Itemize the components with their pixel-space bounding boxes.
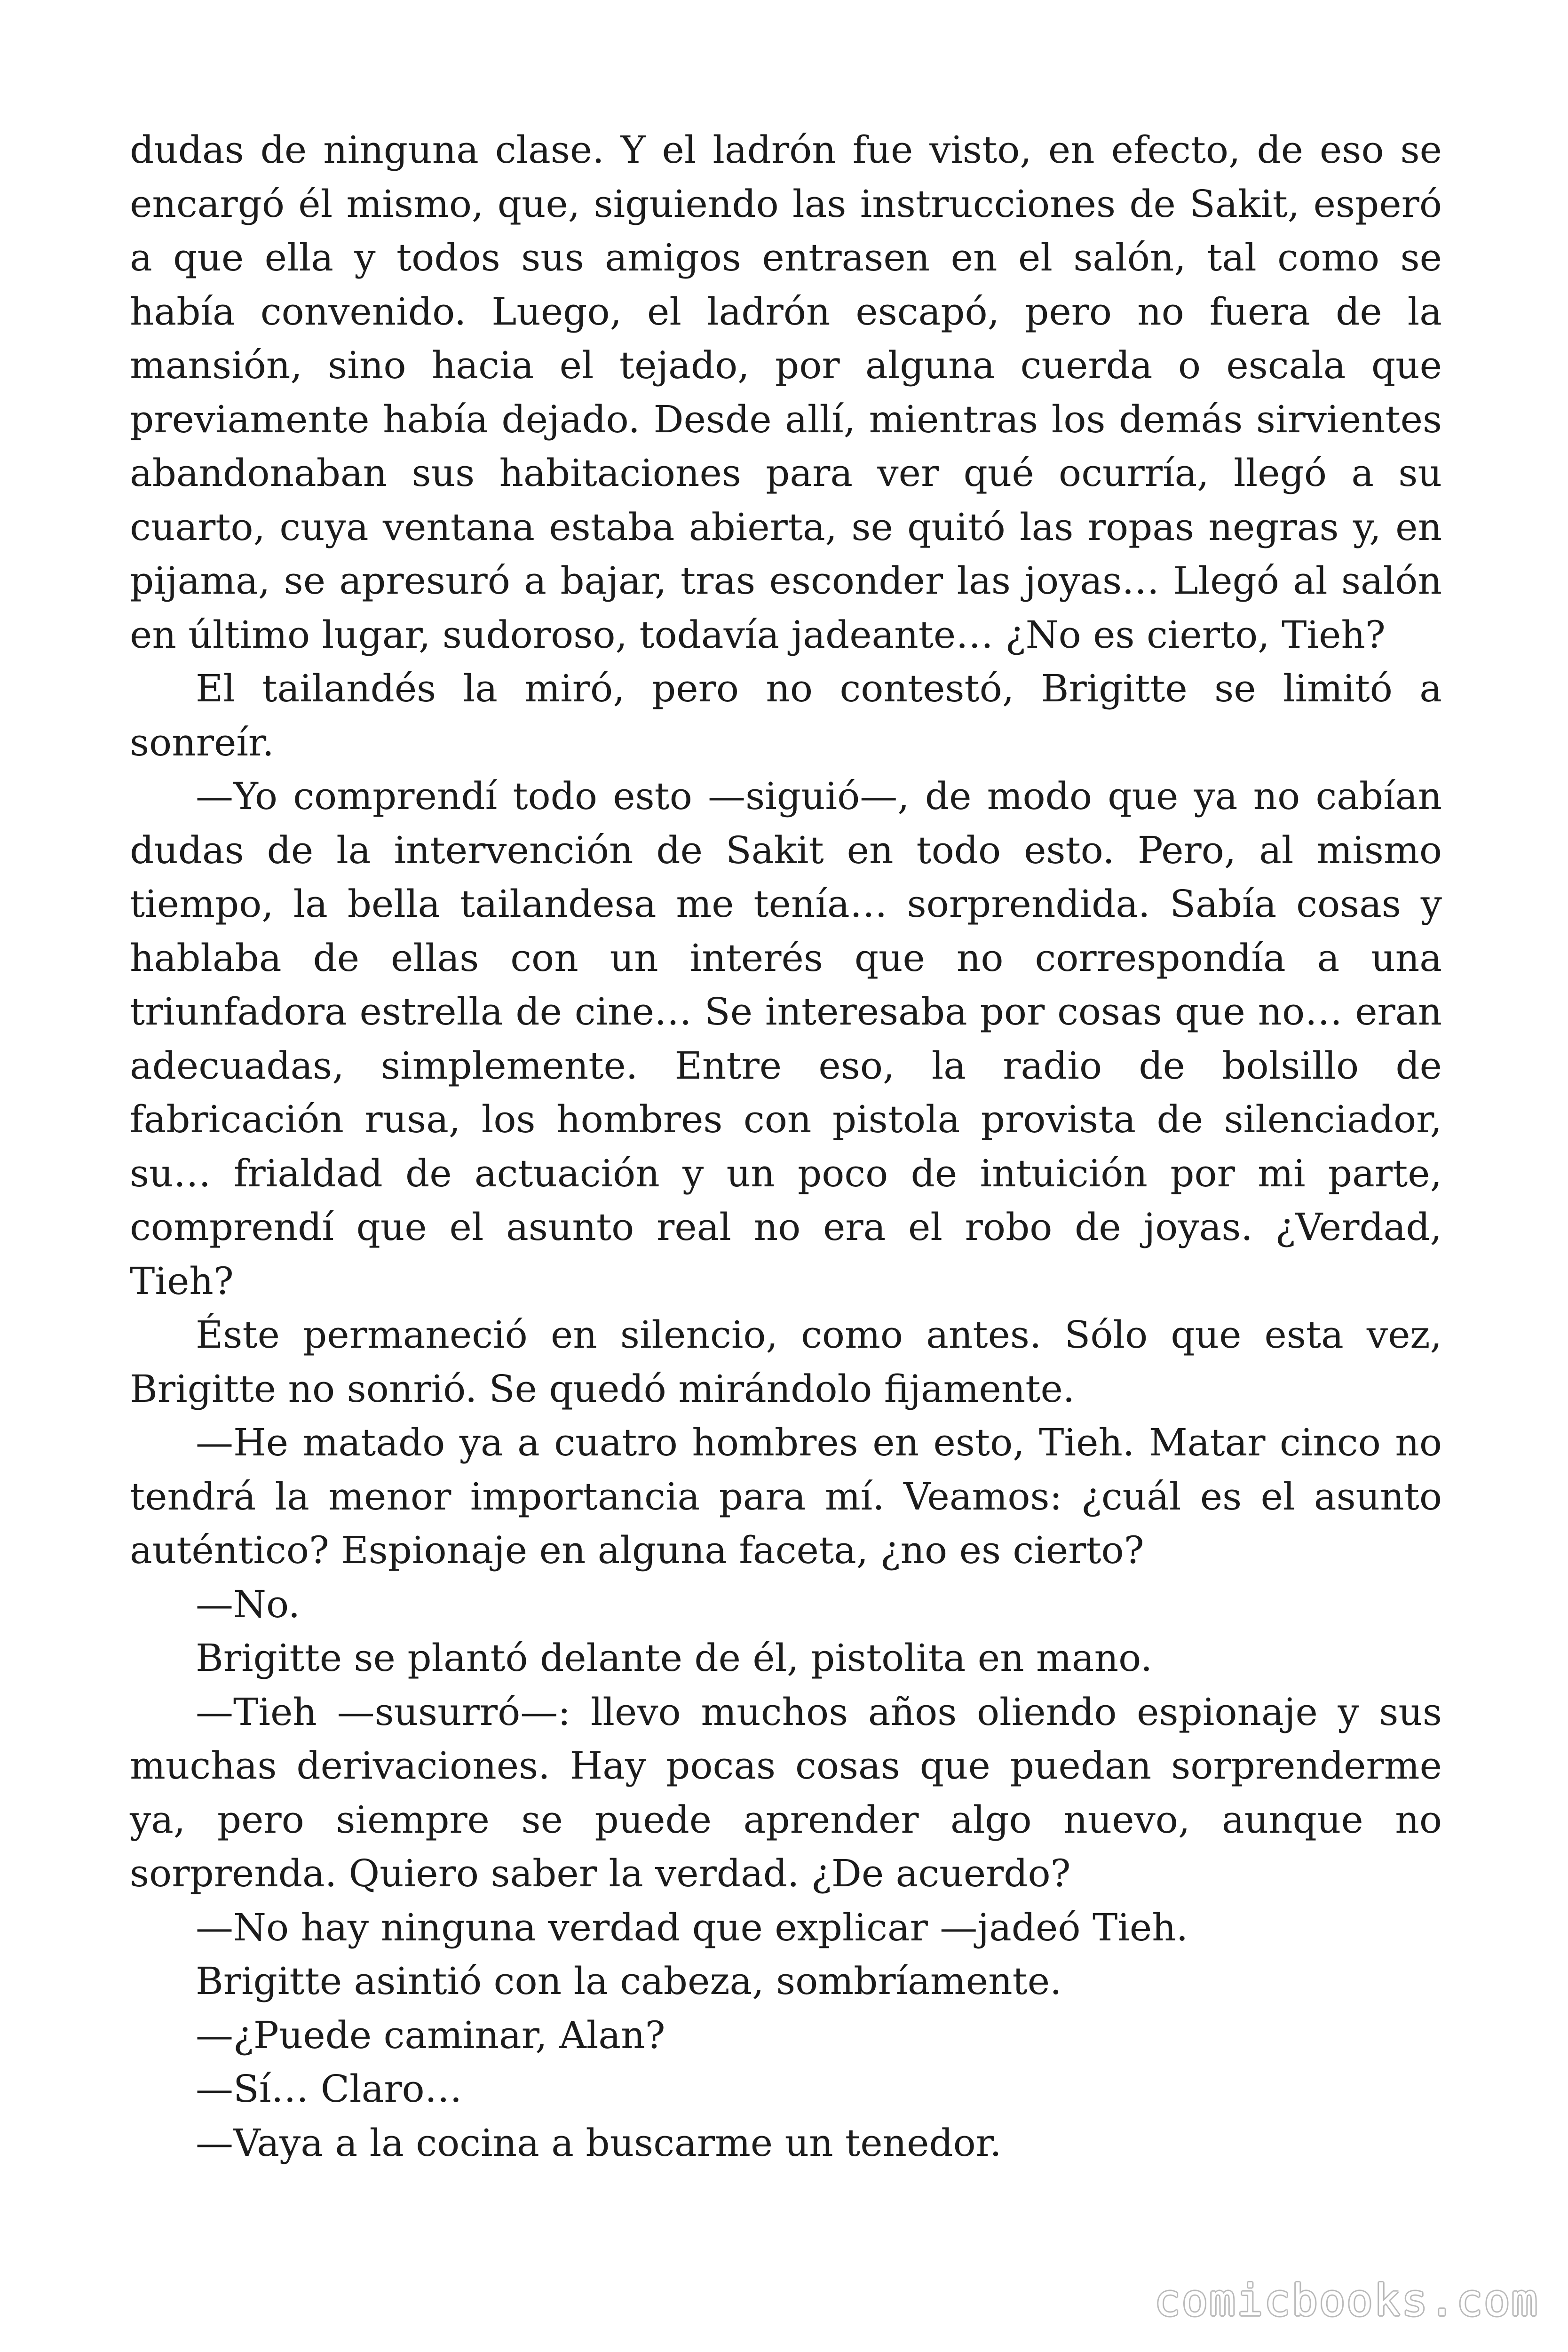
- paragraph: —No hay ninguna verdad que explicar —jadeó Tieh.: [196, 1905, 1188, 1949]
- paragraph: El tailandés la miró, pero no contestó, Brigitte se limitó a sonreír.: [130, 667, 1442, 764]
- paragraph: Brigitte asintió con la cabeza, sombríamente.: [196, 1959, 1062, 2003]
- paragraph: dudas de ninguna clase. Y el ladrón fue visto, en efecto, de eso se encargó él mismo, que, siguiendo las instrucciones de Sakit, esperó a que ella y todos sus amigos entrasen en el salón, tal como se había convenido. Luego, el ladrón escapó, pero no fuera de la mansión, sino hacia el tejado, por alguna cuerda o escala que previamente había dejado. Desde allí, mientras los demás sirvientes abandonaban sus habitaciones para ver qué ocurría, llegó a su cuarto, cuya ventana estaba abierta, se quitó las ropas negras y, en pijama, se apresuró a bajar, tras esconder las joyas… Llegó al salón en último lugar, sudoroso, todavía jadeante… ¿No es cierto, Tieh?: [130, 128, 1442, 657]
- paragraph: —Sí… Claro…: [196, 2067, 462, 2111]
- paragraph: Brigitte se plantó delante de él, pistolita en mano.: [196, 1636, 1153, 1680]
- watermark: comicbooks.com: [1154, 2275, 1539, 2326]
- page-body: [130, 123, 1442, 2170]
- paragraph: —No.: [196, 1582, 301, 1626]
- paragraph: Éste permaneció en silencio, como antes. Sólo que esta vez, Brigitte no sonrió. Se quedó mirándolo fijamente.: [130, 1313, 1442, 1411]
- paragraph: —Vaya a la cocina a buscarme un tenedor.: [196, 2121, 1002, 2165]
- paragraph: —Yo comprendí todo esto —siguió—, de modo que ya no cabían dudas de la intervención de Sakit en todo esto. Pero, al mismo tiempo, la bella tailandesa me tenía… sorprendida. Sabía cosas y hablaba de ellas con un interés que no correspondía a una triunfadora estrella de cine… Se interesaba por cosas que no… eran adecuadas, simplemente. Entre eso, la radio de bolsillo de fabricación rusa, los hombres con pistola provista de silenciador, su… frialdad de actuación y un poco de intuición por mi parte, comprendí que el asunto real no era el robo de joyas. ¿Verdad, Tieh?: [130, 774, 1442, 1303]
- paragraph: —Tieh —susurró—: llevo muchos años oliendo espionaje y sus muchas derivaciones. Hay pocas cosas que puedan sorprenderme ya, pero siempre se puede aprender algo nuevo, aunque no sorprenda. Quiero saber la verdad. ¿De acuerdo?: [130, 1690, 1442, 1895]
- paragraph: —¿Puede caminar, Alan?: [196, 2013, 665, 2057]
- paragraph: —He matado ya a cuatro hombres en esto, Tieh. Matar cinco no tendrá la menor importancia para mí. Veamos: ¿cuál es el asunto auténtico? Espionaje en alguna faceta, ¿no es cierto?: [130, 1421, 1442, 1572]
